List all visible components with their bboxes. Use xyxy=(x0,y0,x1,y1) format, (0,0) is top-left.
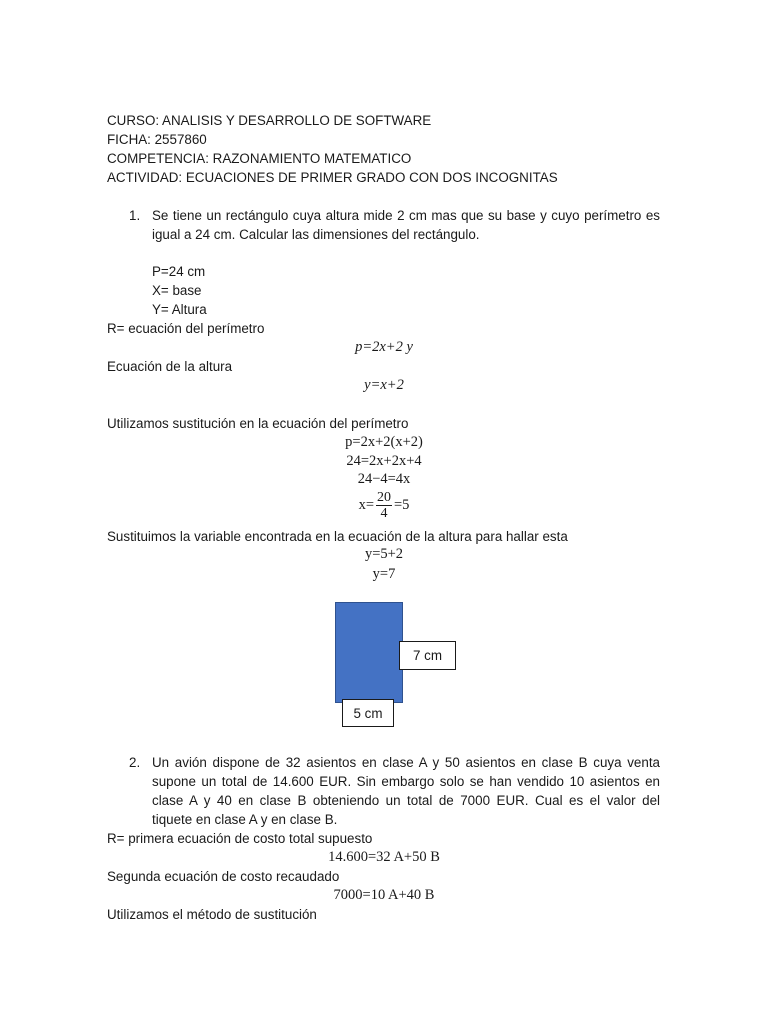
rectangle-figure xyxy=(335,602,403,703)
fraction-denominator: 4 xyxy=(380,506,388,522)
substitution-step-1: p=2x+2(x+2) xyxy=(345,434,423,450)
problem-2-number: 2. xyxy=(129,755,141,770)
height-dimension-label: 7 cm xyxy=(399,641,456,670)
actividad-line: ACTIVIDAD: ECUACIONES DE PRIMER GRADO CON DOS INCOGNITAS xyxy=(107,170,558,185)
solution-y-step-1: y=5+2 xyxy=(364,546,404,562)
height-equation-label: Ecuación de la altura xyxy=(107,359,233,374)
method-label: Utilizamos el método de sustitución xyxy=(107,907,317,922)
height-equation-text: y=x+2 xyxy=(364,377,404,393)
first-equation-label: R= primera ecuación de costo total supuesto xyxy=(107,831,373,846)
solution-x-lhs: x= xyxy=(358,497,374,513)
second-equation-label: Segunda ecuación de costo recaudado xyxy=(107,869,340,884)
competencia-line: COMPETENCIA: RAZONAMIENTO MATEMATICO xyxy=(107,151,412,166)
solution-x-equation xyxy=(0,489,768,521)
problem-1-statement-line-2: igual a 24 cm. Calcular las dimensiones del rectángulo. xyxy=(152,227,480,242)
data-height: Y= Altura xyxy=(152,302,207,317)
problem-1-statement-line-1: Se tiene un rectángulo cuya altura mide 2 cm mas que su base y cuyo perímetro es xyxy=(152,208,660,223)
second-equation: 7000=10 A+40 B xyxy=(333,887,435,903)
data-perimeter: P=24 cm xyxy=(152,264,206,279)
fraction xyxy=(376,490,392,521)
substitution-label: Utilizamos sustitución en la ecuación del perímetro xyxy=(107,416,409,431)
solution-y-step-2: y=7 xyxy=(372,566,396,582)
perimeter-equation xyxy=(0,338,768,357)
problem-2-statement-line-3: clase A y 40 en clase B obteniendo un total de 7000 EUR. Cual es el valor del xyxy=(152,793,660,808)
problem-1-number: 1. xyxy=(129,208,141,223)
first-equation: 14.600=32 A+50 B xyxy=(328,849,440,865)
height-equation xyxy=(0,376,768,395)
problem-2-statement-line-4: tiquete en clase A y en clase B. xyxy=(152,812,338,827)
perimeter-equation-label: R= ecuación del perímetro xyxy=(107,321,265,336)
ficha-line: FICHA: 2557860 xyxy=(107,132,207,147)
problem-2-statement-line-2: supone un total de 14.600 EUR. Sin embargo solo se han vendido 10 asientos en xyxy=(152,774,660,789)
substitution-2-label: Sustituimos la variable encontrada en la ecuación de la altura para hallar esta xyxy=(107,529,568,544)
problem-2-statement-line-1: Un avión dispone de 32 asientos en clase A y 50 asientos en clase B cuya venta xyxy=(152,755,660,770)
data-base: X= base xyxy=(152,283,202,298)
perimeter-equation-text: p=2x+2 y xyxy=(355,339,413,355)
course-line: CURSO: ANALISIS Y DESARROLLO DE SOFTWARE xyxy=(107,113,432,128)
base-dimension-label: 5 cm xyxy=(342,699,394,727)
substitution-step-3: 24−4=4x xyxy=(357,471,411,487)
solution-x-rhs: =5 xyxy=(394,497,410,513)
substitution-step-2: 24=2x+2x+4 xyxy=(346,453,422,469)
fraction-numerator: 20 xyxy=(377,490,391,506)
